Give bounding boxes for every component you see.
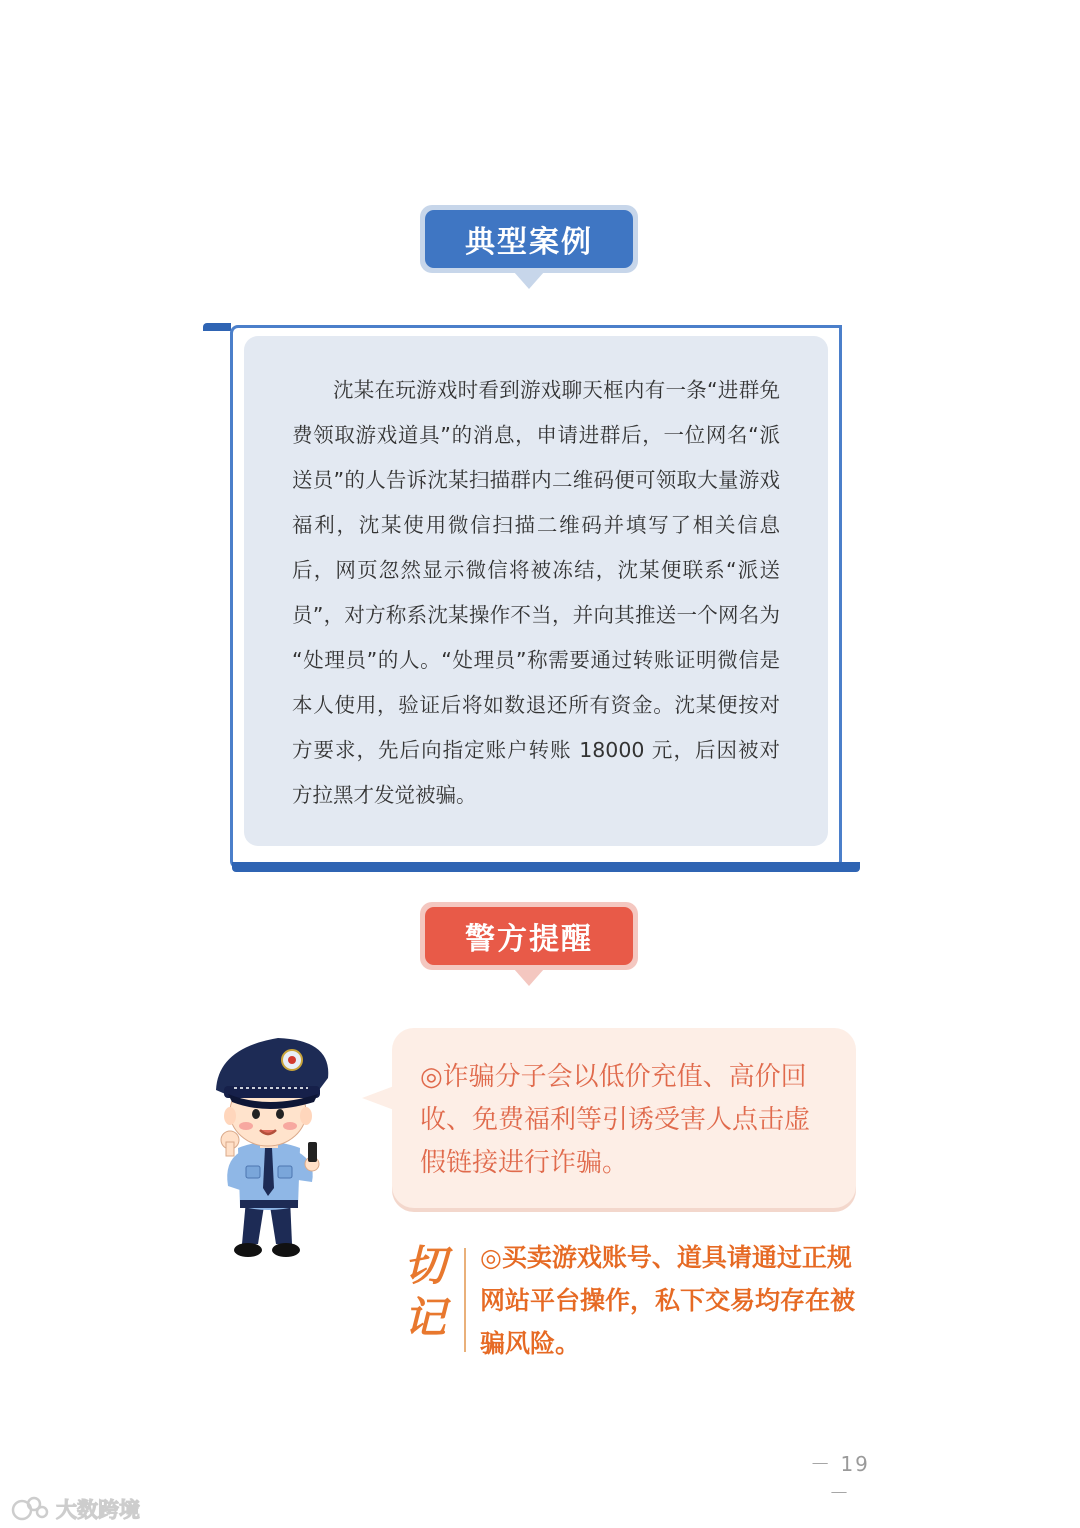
remember-divider <box>464 1248 466 1352</box>
watermark <box>10 1492 140 1526</box>
remember-label-char-1: 切 <box>403 1241 446 1290</box>
remember-text: ◎买卖游戏账号、道具请通过正规网站平台操作，私下交易均存在被骗风险。 <box>480 1243 856 1358</box>
case-content-box <box>244 336 828 846</box>
speech-bubble-tail <box>362 1086 394 1110</box>
warning-heading-pointer <box>514 969 544 986</box>
warning-heading: 警方提醒 <box>425 907 633 965</box>
case-heading-badge <box>420 205 638 273</box>
watermark-text: 大数跨境 <box>56 1498 140 1522</box>
case-frame-bottom-accent <box>232 862 860 872</box>
remember-label <box>400 1240 450 1344</box>
remember-label-char-2: 记 <box>403 1293 446 1342</box>
speech-bubble <box>392 1028 856 1208</box>
watermark-logo-icon <box>10 1494 50 1524</box>
police-officer-cartoon-icon <box>198 1030 338 1266</box>
page-number: － 19 － <box>810 1452 870 1505</box>
warning-heading-badge <box>420 902 638 970</box>
case-heading: 典型案例 <box>425 210 633 268</box>
speech-text: ◎诈骗分子会以低价充值、高价回收、免费福利等引诱受害人点击虚假链接进行诈骗。 <box>420 1062 811 1178</box>
case-heading-pointer <box>514 272 544 289</box>
case-paragraph: 沈某在玩游戏时看到游戏聊天框内有一条“进群免费领取游戏道具”的消息，申请进群后，一位网名“派送员”的人告诉沈某扫描群内二维码便可领取大量游戏福利，沈某使用微信扫描二维码并填写了相关信息后，网页忽然显示微信将被冻结，沈某便联系“派送员”，对方称系沈某操作不当，并向其推送一个网名为 “处理员”的人。“处理员”称需要通过转账证明微信是本人使用，验证后将如数退还所有资金。沈某便按对方要求，先后向指定账户转账 18000 元，后因被对方拉黑才发觉被骗。 <box>292 378 780 807</box>
case-frame-top-accent <box>203 323 231 331</box>
